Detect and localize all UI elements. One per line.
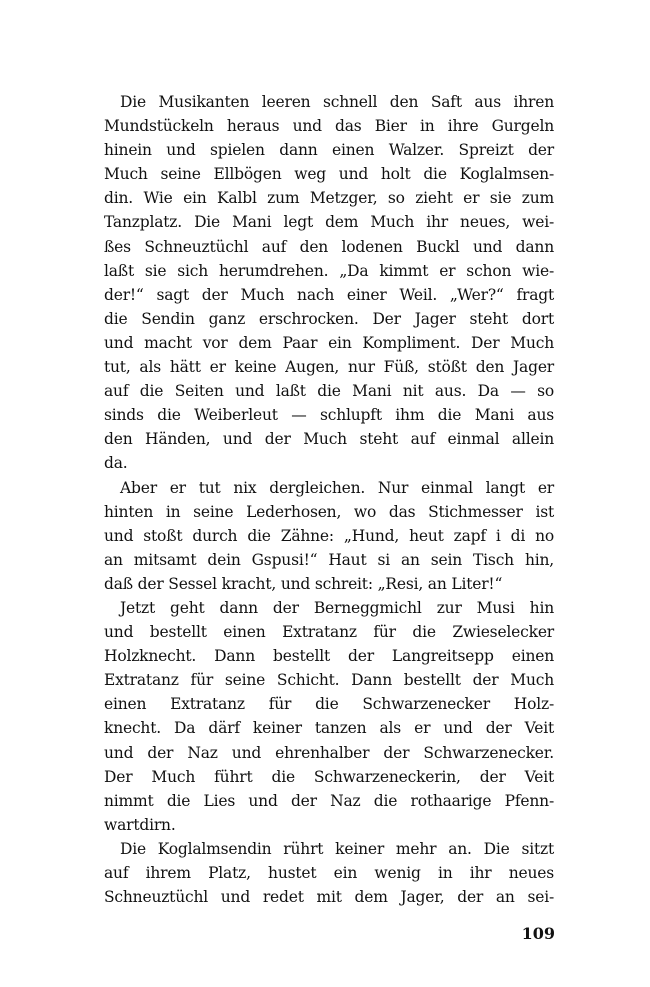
text-line: auf die Seiten und laßt die Mani nit aus. Da — so — [104, 382, 554, 401]
text-line: Die Musikanten leeren schnell den Saft aus ihren — [120, 93, 554, 111]
text-line: an mitsamt dein Gspusi!“ Haut si an sein Tisch hin, — [104, 550, 554, 569]
text-line: wartdirn. — [104, 815, 176, 834]
text-line: auf ihrem Platz, hustet ein wenig in ihr neues — [104, 864, 554, 882]
text-line: Much seine Ellbögen weg und holt die Koglalmsen- — [104, 165, 554, 184]
text-line: Tanzplatz. Die Mani legt dem Much ihr neues, wei- — [104, 213, 554, 232]
text-line: laßt sie sich herumdrehen. „Da kimmt er schon wie- — [104, 261, 554, 280]
text-line: und der Naz und ehrenhalber der Schwarzenecker. — [104, 743, 554, 762]
text-line: da. — [104, 454, 128, 473]
text-line: Die Koglalmsendin rührt keiner mehr an. Die sitzt — [120, 839, 554, 858]
text-line: nimmt die Lies und der Naz die rothaarige Pfenn- — [104, 791, 554, 810]
text-line: din. Wie ein Kalbl zum Metzger, so zieht er sie zum — [104, 189, 554, 208]
text-line: hinein und spielen dann einen Walzer. Spreizt der — [104, 141, 554, 160]
text-line: Jetzt geht dann der Berneggmichl zur Musi hin — [120, 598, 554, 617]
text-line: hinten in seine Lederhosen, wo das Stichmesser ist — [104, 502, 554, 521]
text-line: Mundstückeln heraus und das Bier in ihre Gurgeln — [104, 117, 554, 136]
text-line: Der Much führt die Schwarzeneckerin, der Veit — [104, 767, 554, 786]
page-number: 109 — [521, 924, 555, 943]
text-line: den Händen, und der Much steht auf einmal allein — [104, 430, 554, 449]
body-text — [104, 90, 554, 909]
text-line: einen Extratanz für die Schwarzenecker Holz- — [104, 695, 554, 714]
text-line: Schneuztüchl und redet mit dem Jager, der an sei- — [104, 888, 554, 907]
text-line: der!“ sagt der Much nach einer Weil. „Wer?“ fragt — [104, 285, 554, 304]
text-line: Aber er tut nix dergleichen. Nur einmal langt er — [120, 478, 554, 497]
text-line: daß der Sessel kracht, und schreit: „Resi, an Liter!“ — [104, 574, 503, 593]
text-line: Holzknecht. Dann bestellt der Langreitsepp einen — [104, 647, 554, 666]
text-line: und macht vor dem Paar ein Kompliment. Der Much — [104, 333, 554, 352]
text-line: knecht. Da därf keiner tanzen als er und der Veit — [104, 719, 554, 738]
text-line: Extratanz für seine Schicht. Dann bestellt der Much — [104, 671, 554, 690]
text-line: die Sendin ganz erschrocken. Der Jager steht dort — [104, 309, 554, 328]
text-line: ßes Schneuztüchl auf den lodenen Buckl und dann — [104, 237, 554, 256]
text-line: sinds die Weiberleut — schlupft ihm die Mani aus — [104, 406, 554, 425]
text-line: und bestellt einen Extratanz für die Zwieselecker — [104, 623, 554, 642]
text-line: tut, als hätt er keine Augen, nur Füß, stößt den Jager — [104, 358, 554, 377]
text-line: und stoßt durch die Zähne: „Hund, heut zapf i di no — [104, 526, 554, 545]
